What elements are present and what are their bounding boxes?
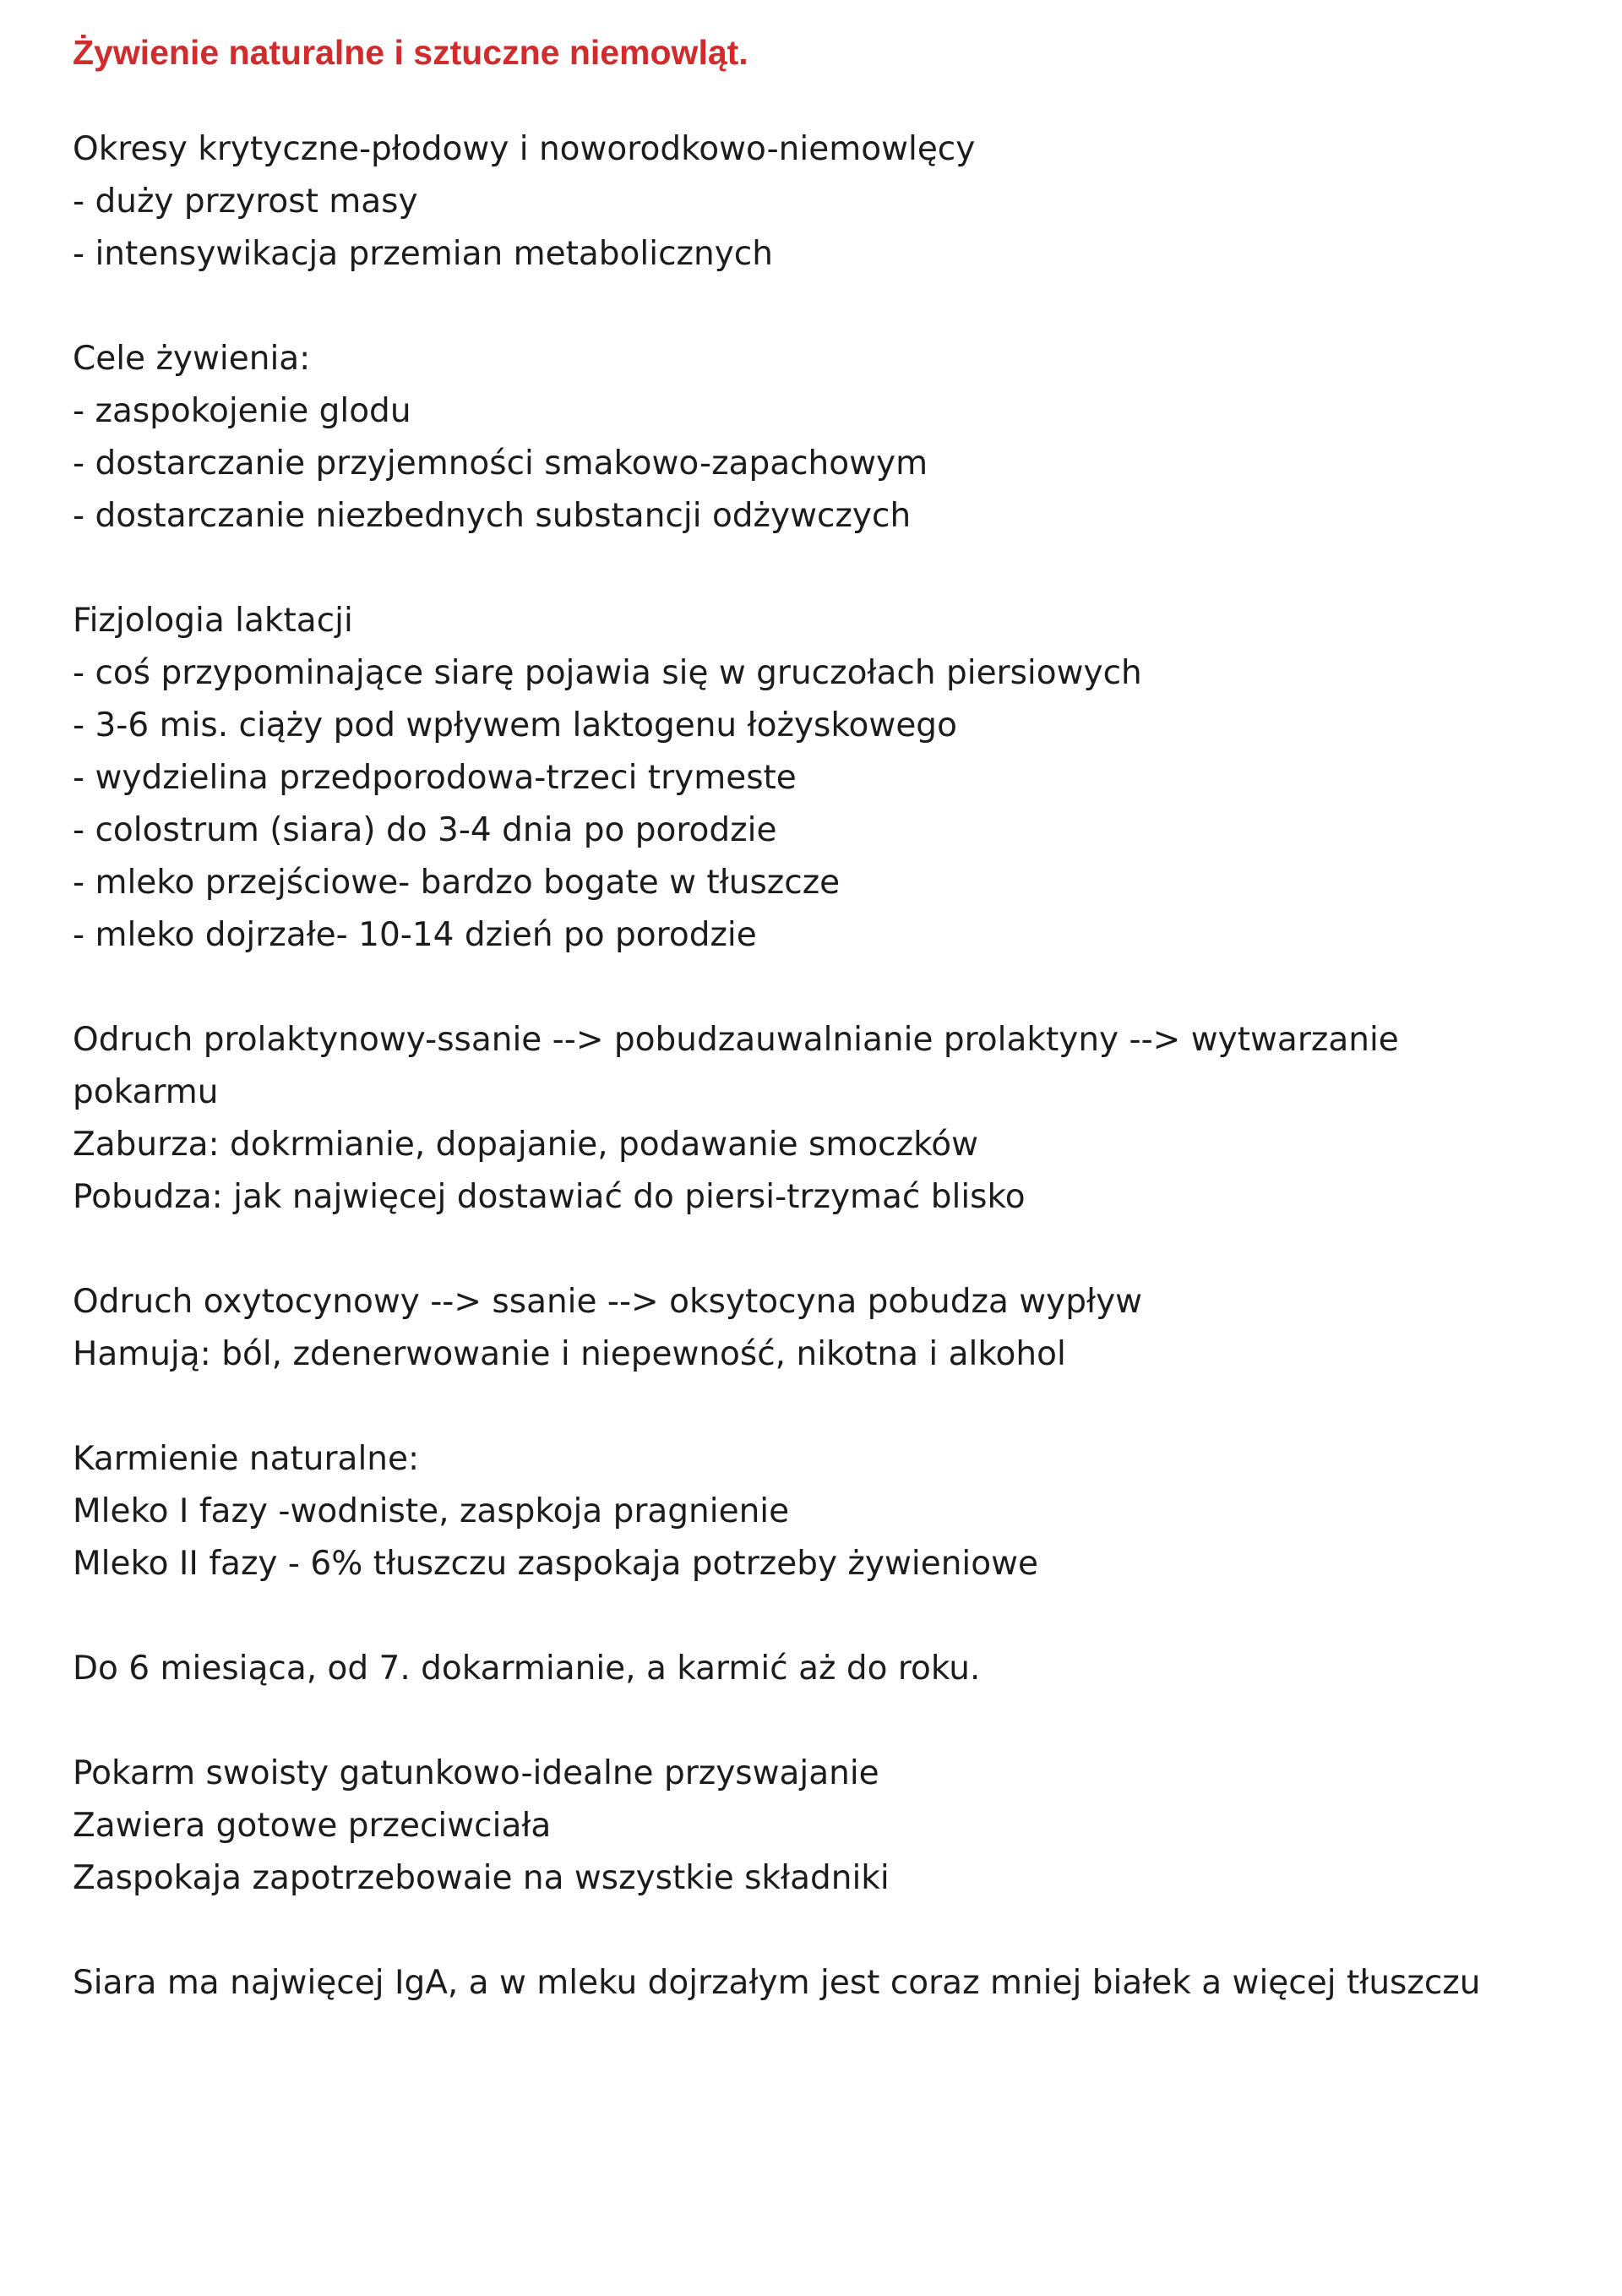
text-line: - 3-6 mis. ciąży pod wpływem laktogenu łożyskowego [73,706,957,744]
text-line: - wydzielina przedporodowa-trzeci trymeste [73,759,797,797]
section-feeding-duration [73,1643,1576,1695]
text-line: - duży przyrost masy [73,183,418,221]
section-oxytocin-reflex [73,1276,1576,1381]
text-line: - colostrum (siara) do 3-4 dnia po porodzie [73,811,777,849]
section-lactation-physiology [73,595,1576,962]
section-prolactin-reflex [73,1014,1576,1224]
document-content [73,29,1576,2062]
text-line: - mleko przejściowe- bardzo bogate w tłuszcze [73,864,841,902]
text-line: Hamują: ból, zdenerwowanie i niepewność, nikotna i alkohol [73,1335,1066,1373]
section-feeding-goals [73,333,1576,543]
text-line: Odruch prolaktynowy-ssanie --> pobudzauwalnianie prolaktyny --> wytwarzanie pokarmu [73,1021,1399,1111]
text-line: Do 6 miesiąca, od 7. dokarmianie, a karmić aż do roku. [73,1650,981,1688]
text-line: Mleko II fazy - 6% tłuszczu zaspokaja potrzeby żywieniowe [73,1545,1039,1583]
text-line: Cele żywienia: [73,340,311,378]
text-line: Zaspokaja zapotrzebowaie na wszystkie składniki [73,1859,890,1897]
text-line: - mleko dojrzałe- 10-14 dzień po porodzie [73,916,757,954]
text-line: - zaspokojenie glodu [73,392,411,430]
document-title: Żywienie naturalne i sztuczne niemowląt. [73,33,748,72]
text-line: Odruch oxytocynowy --> ssanie --> oksytocyna pobudza wypływ [73,1283,1143,1321]
section-breast-milk-benefits [73,1748,1576,1905]
text-line: Zaburza: dokrmianie, dopajanie, podawanie smoczków [73,1126,979,1164]
text-line: - intensywikacja przemian metabolicznych [73,235,773,273]
section-critical-periods [73,123,1576,281]
text-line: Mleko I fazy -wodniste, zaspkoja pragnienie [73,1492,790,1530]
text-line: Zawiera gotowe przeciwciała [73,1807,552,1845]
text-line: Okresy krytyczne-płodowy i noworodkowo-niemowlęcy [73,130,976,168]
text-line: Fizjologia laktacji [73,602,353,640]
text-line: - dostarczanie niezbednych substancji odżywczych [73,497,912,535]
text-line: Pokarm swoisty gatunkowo-idealne przyswajanie [73,1754,879,1792]
text-line: Karmienie naturalne: [73,1440,420,1478]
section-colostrum-iga [73,1957,1576,2010]
text-line: - coś przypominające siarę pojawia się w gruczołach piersiowych [73,654,1142,692]
text-line: Pobudza: jak najwięcej dostawiać do piersi-trzymać blisko [73,1178,1026,1216]
text-line: - dostarczanie przyjemności smakowo-zapachowym [73,444,928,483]
section-natural-feeding [73,1433,1576,1590]
text-line: Siara ma najwięcej IgA, a w mleku dojrzałym jest coraz mniej białek a więcej tłuszczu [73,1964,1481,2002]
